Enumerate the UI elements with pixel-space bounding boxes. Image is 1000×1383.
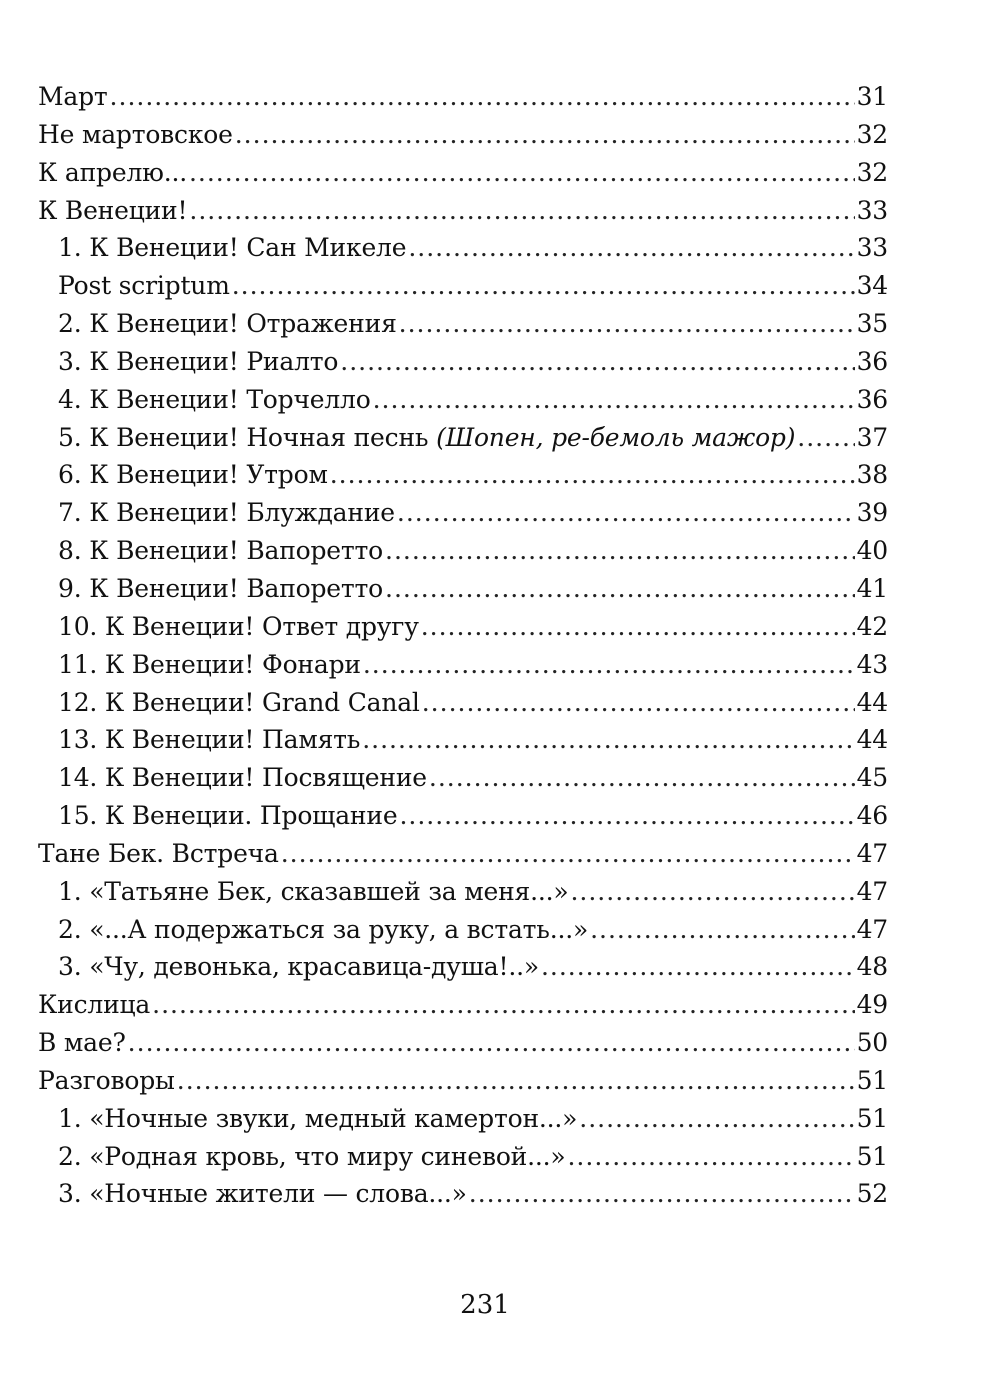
toc-entry-page: 33: [856, 233, 888, 263]
toc-entry-page: 32: [856, 119, 888, 149]
toc-entry-title-text: 11. К Венеции! Фонари: [58, 649, 361, 679]
toc-entry: [38, 1138, 888, 1176]
toc-entry-title-text: 4. К Венеции! Торчелло: [58, 384, 371, 414]
toc-entry-title: [58, 494, 395, 532]
toc-entry-page: 47: [856, 876, 888, 906]
toc-entry-page: 45: [856, 763, 888, 793]
toc-entry: [38, 267, 888, 305]
toc-entry-page: 33: [856, 195, 888, 225]
table-of-contents: [38, 78, 888, 1213]
dot-leader: [590, 911, 855, 949]
toc-entry: [38, 759, 888, 797]
toc-entry-page: 48: [856, 952, 888, 982]
toc-entry-page: 50: [856, 1028, 888, 1058]
toc-entry: [38, 494, 888, 532]
toc-entry: [38, 419, 888, 457]
toc-entry: [38, 116, 888, 154]
toc-entry-title-text: 9. К Венеции! Вапоретто: [58, 573, 384, 603]
toc-entry-page: 36: [856, 346, 888, 376]
toc-entry: [38, 873, 888, 911]
dot-leader: [362, 721, 854, 759]
toc-entry-title: [58, 797, 397, 835]
dot-leader: [399, 797, 854, 835]
toc-entry-title: [38, 986, 150, 1024]
toc-entry-title: [58, 456, 328, 494]
toc-entry-page: 35: [856, 309, 888, 339]
toc-entry: [38, 1024, 888, 1062]
toc-entry: [38, 721, 888, 759]
toc-entry-title: [58, 229, 406, 267]
dot-leader: [385, 532, 855, 570]
toc-entry-title: [58, 759, 427, 797]
toc-entry-title-text: 14. К Венеции! Посвящение: [58, 763, 427, 793]
toc-entry-title: [58, 1100, 577, 1138]
toc-entry-page: 32: [856, 157, 888, 187]
toc-entry: [38, 948, 888, 986]
toc-entry: [38, 570, 888, 608]
toc-entry-title-text: 2. «Родная кровь, что миру синевой...»: [58, 1141, 566, 1171]
toc-entry: [38, 797, 888, 835]
toc-entry-page: 37: [856, 422, 888, 452]
toc-entry-page: 31: [856, 82, 888, 111]
toc-entry: [38, 154, 888, 192]
toc-entry-page: 36: [856, 384, 888, 414]
toc-entry: [38, 835, 888, 873]
dot-leader: [421, 608, 855, 646]
toc-entry-title-text: Тане Бек. Встреча: [38, 838, 279, 868]
toc-entry-page: 41: [856, 573, 888, 603]
dot-leader: [235, 116, 855, 154]
toc-entry-title: [58, 646, 361, 684]
toc-entry-page: 46: [856, 801, 888, 831]
dot-leader: [541, 948, 855, 986]
toc-entry-title-text: 12. К Венеции! Grand Canal: [58, 687, 420, 717]
dot-leader: [797, 419, 854, 457]
toc-entry-title-text: 2. «...А подержаться за руку, а встать...»: [58, 914, 589, 944]
toc-entry-page: 51: [856, 1103, 888, 1133]
dot-leader: [408, 229, 854, 267]
toc-entry: [38, 1175, 888, 1213]
toc-entry: [38, 229, 888, 267]
toc-entry-title-text: Разговоры: [38, 1065, 175, 1095]
toc-entry-title: [38, 1062, 175, 1100]
toc-entry-title: [58, 419, 795, 457]
toc-entry-page: 40: [856, 536, 888, 566]
toc-entry-title-text: 3. К Венеции! Риалто: [58, 346, 339, 376]
dot-leader: [579, 1100, 854, 1138]
toc-entry-page: 42: [856, 611, 888, 641]
toc-entry-title: [38, 835, 279, 873]
toc-entry-page: 38: [856, 460, 888, 490]
dot-leader: [385, 570, 855, 608]
toc-entry: [38, 1062, 888, 1100]
toc-entry-page: 44: [856, 725, 888, 755]
toc-entry-title-text: К апрелю...: [38, 157, 187, 187]
toc-entry-page: 51: [856, 1141, 888, 1171]
toc-entry-title-text: 1. «Ночные звуки, медный камертон...»: [58, 1103, 578, 1133]
dot-leader: [340, 343, 854, 381]
dot-leader: [363, 646, 855, 684]
dot-leader: [373, 381, 855, 419]
dot-leader: [189, 192, 854, 230]
toc-entry-title-text: 2. К Венеции! Отражения: [58, 309, 397, 339]
toc-entry-title: [38, 116, 233, 154]
dot-leader: [570, 873, 854, 911]
toc-entry: [38, 684, 888, 722]
toc-entry-title-text: К Венеции!: [38, 195, 188, 225]
toc-entry: [38, 78, 888, 116]
toc-entry-title: [58, 948, 539, 986]
toc-entry-title-text: 8. К Венеции! Вапоретто: [58, 536, 384, 566]
toc-entry-title-text: 1. К Венеции! Сан Микеле: [58, 233, 407, 263]
dot-leader: [177, 1062, 855, 1100]
dot-leader: [128, 1024, 855, 1062]
toc-entry-title-text: 1. «Татьяне Бек, сказавшей за меня...»: [58, 876, 569, 906]
dot-leader: [397, 494, 855, 532]
toc-entry-title-text: 15. К Венеции. Прощание: [58, 801, 398, 831]
toc-entry-title-text: 7. К Венеции! Блуждание: [58, 498, 395, 528]
toc-entry-title: [38, 154, 187, 192]
toc-entry-title: [58, 1175, 467, 1213]
dot-leader: [429, 759, 855, 797]
toc-entry-note: (Шопен, ре-бемоль мажор): [436, 422, 796, 452]
toc-entry-title: [38, 192, 187, 230]
dot-leader: [330, 456, 855, 494]
toc-entry-title: [58, 381, 371, 419]
toc-entry: [38, 305, 888, 343]
toc-entry-title: [58, 873, 568, 911]
toc-entry: [38, 1100, 888, 1138]
toc-entry: [38, 532, 888, 570]
toc-entry-page: 43: [856, 649, 888, 679]
toc-entry-page: 47: [856, 914, 888, 944]
toc-entry-title: [58, 570, 383, 608]
toc-entry-page: 49: [856, 990, 888, 1020]
toc-entry-title: [58, 343, 338, 381]
toc-entry-title: [58, 684, 420, 722]
dot-leader: [399, 305, 855, 343]
dot-leader: [567, 1138, 854, 1176]
toc-entry-title: [58, 267, 230, 305]
toc-entry-title: [58, 721, 360, 759]
dot-leader: [152, 986, 854, 1024]
toc-entry-page: 47: [856, 838, 888, 868]
toc-entry-title: [58, 532, 383, 570]
toc-entry-title-text: Март: [38, 82, 108, 111]
toc-entry-title: [58, 911, 588, 949]
toc-entry: [38, 381, 888, 419]
toc-entry-page: 52: [856, 1179, 888, 1209]
toc-entry-title: [38, 78, 108, 116]
page-number: 231: [460, 1290, 510, 1320]
toc-entry-title-text: Не мартовское: [38, 119, 233, 149]
toc-entry-title: [58, 608, 419, 646]
toc-entry-title-text: 5. К Венеции! Ночная песнь: [58, 422, 429, 452]
toc-entry-title-text: В мае?: [38, 1028, 126, 1058]
dot-leader: [469, 1175, 855, 1213]
toc-entry-title-text: 13. К Венеции! Память: [58, 725, 361, 755]
toc-entry-title-text: 10. К Венеции! Ответ другу: [58, 611, 419, 641]
toc-entry: [38, 192, 888, 230]
toc-entry-title-text: Post scriptum: [58, 271, 230, 301]
toc-entry: [38, 343, 888, 381]
toc-entry-title: [38, 1024, 126, 1062]
toc-entry: [38, 608, 888, 646]
toc-entry: [38, 456, 888, 494]
toc-entry-title-text: 6. К Венеции! Утром: [58, 460, 328, 490]
toc-entry-title-text: 3. «Ночные жители — слова...»: [58, 1179, 467, 1209]
toc-entry: [38, 646, 888, 684]
dot-leader: [232, 267, 855, 305]
dot-leader: [110, 78, 855, 116]
dot-leader: [281, 835, 855, 873]
toc-entry-page: 34: [856, 271, 888, 301]
toc-entry-title-text: 3. «Чу, девонька, красавица-душа!..»: [58, 952, 539, 982]
toc-entry: [38, 911, 888, 949]
toc-entry-title-text: Кислица: [38, 990, 151, 1020]
dot-leader: [189, 154, 855, 192]
toc-entry-page: 39: [856, 498, 888, 528]
dot-leader: [422, 684, 855, 722]
toc-entry-title: [58, 1138, 565, 1176]
toc-entry-page: 51: [856, 1065, 888, 1095]
toc-entry: [38, 986, 888, 1024]
toc-entry-page: 44: [856, 687, 888, 717]
toc-entry-title: [58, 305, 397, 343]
